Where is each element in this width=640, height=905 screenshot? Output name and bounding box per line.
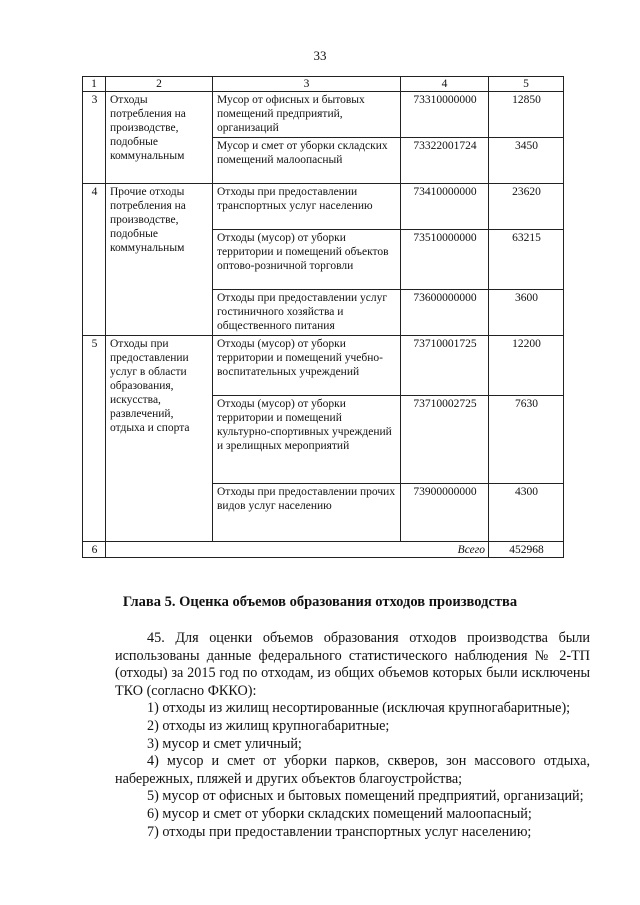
group-name: Отходы потребления на производстве, подобные коммунальным [106,92,213,184]
header-cell: 2 [106,77,213,92]
waste-amount: 3450 [489,138,564,184]
list-item: 6) мусор и смет от уборки складских помещений малоопасный; [147,805,532,822]
fkko-code: 73710001725 [401,336,489,396]
waste-amount: 23620 [489,184,564,230]
group-number: 3 [83,92,106,184]
group-name: Прочие отходы потребления на производстве, подобные коммунальным [106,184,213,336]
total-label: Всего [106,542,489,558]
waste-amount: 12200 [489,336,564,396]
waste-amount: 4300 [489,484,564,542]
waste-description: Отходы (мусор) от уборки территории и помещений объектов оптово-розничной торговли [213,230,401,290]
header-cell: 1 [83,77,106,92]
waste-amount: 12850 [489,92,564,138]
waste-amount: 7630 [489,396,564,484]
waste-description: Отходы при предоставлении услуг гостиничного хозяйства и общественного питания [213,290,401,336]
group-number: 4 [83,184,106,336]
total-number: 6 [83,542,106,558]
group-number: 5 [83,336,106,542]
table-row [83,184,564,230]
waste-amount: 63215 [489,230,564,290]
header-cell: 3 [213,77,401,92]
fkko-code: 73322001724 [401,138,489,184]
list-item: 7) отходы при предоставлении транспортных услуг населению; [147,823,532,840]
fkko-code: 73410000000 [401,184,489,230]
header-cell: 4 [401,77,489,92]
group-name: Отходы при предоставлении услуг в области образования, искусства, развлечений, отдыха и спорта [106,336,213,542]
paragraph-45: 45. Для оценки объемов образования отходов производства были использованы данные федерального статистического наблюдения № 2-ТП (отходы) за 2015 год по отходам, из общих объемов которых были исключены ТКО (согласно ФККО): [115,630,590,699]
waste-description: Отходы (мусор) от уборки территории и помещений учебно-воспитательных учреждений [213,336,401,396]
waste-description: Мусор от офисных и бытовых помещений предприятий, организаций [213,92,401,138]
waste-description: Отходы при предоставлении прочих видов услуг населению [213,484,401,542]
table-header-row [83,77,564,92]
fkko-code: 73310000000 [401,92,489,138]
table-row [83,336,564,396]
table-row [83,92,564,138]
list-item: 5) мусор от офисных и бытовых помещений предприятий, организаций; [147,788,584,805]
fkko-code: 73900000000 [401,484,489,542]
waste-description: Отходы при предоставлении транспортных услуг населению [213,184,401,230]
total-amount: 452968 [489,542,564,558]
page-number: 33 [313,48,327,63]
waste-table [82,76,564,558]
fkko-code: 73600000000 [401,290,489,336]
list-item: 2) отходы из жилищ крупногабаритные; [147,717,390,734]
fkko-code: 73710002725 [401,396,489,484]
list-item: 1) отходы из жилищ несортированные (исключая крупногабаритные); [147,700,571,717]
chapter-title: Глава 5. Оценка объемов образования отходов производства [122,594,518,610]
header-cell: 5 [489,77,564,92]
list-item: 3) мусор и смет уличный; [147,735,302,752]
fkko-code: 73510000000 [401,230,489,290]
waste-amount: 3600 [489,290,564,336]
total-row [83,542,564,558]
waste-description: Отходы (мусор) от уборки территории и помещений культурно-спортивных учреждений и зрелищных мероприятий [213,396,401,484]
list-item: 4) мусор и смет от уборки парков, скверов, зон массового отдыха, набережных, пляжей и других объектов благоустройства; [115,753,590,787]
body-text [115,630,590,841]
waste-description: Мусор и смет от уборки складских помещений малоопасный [213,138,401,184]
